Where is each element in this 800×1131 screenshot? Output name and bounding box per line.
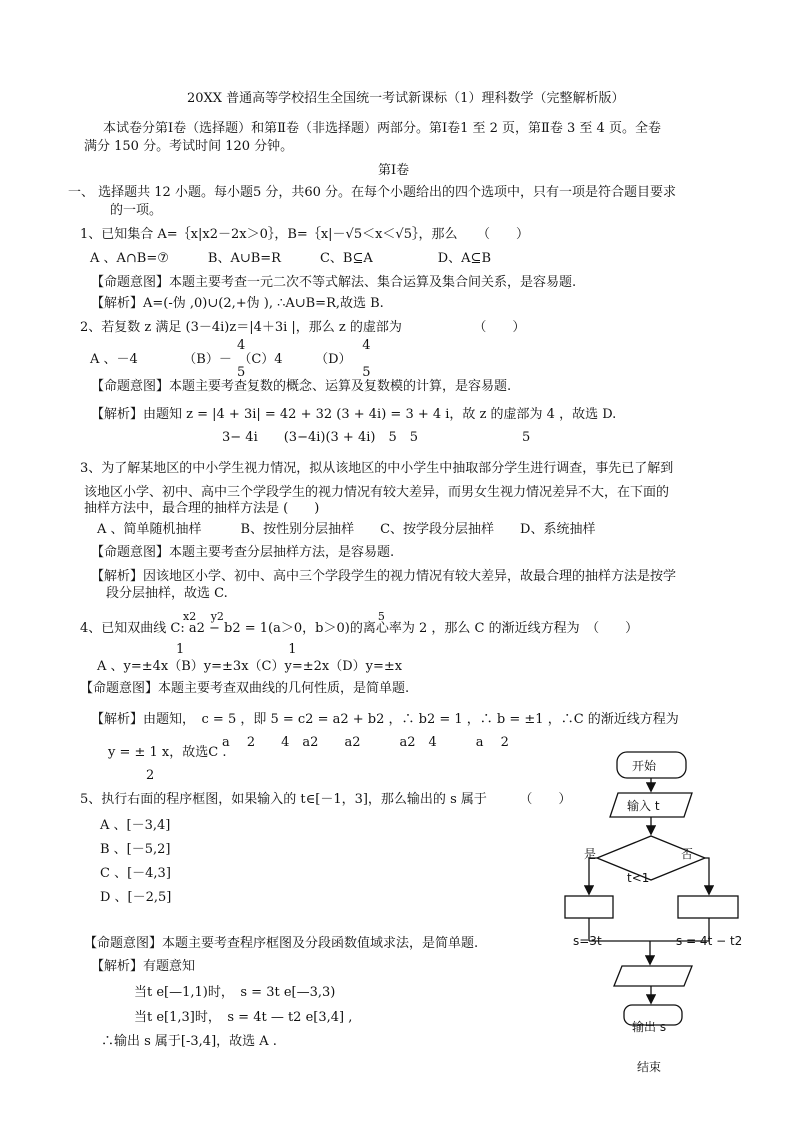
flowchart-decision-node [597, 836, 705, 880]
question-2-analysis: 【解析】由题知 z = |4 + 3i| = 42 + 32 (3 + 4i) = 3 + 4 i，故 z 的虚部为 4 ，故选 D. [91, 407, 617, 422]
question-3-stem: 3、为了解某地区的中小学生视力情况，拟从该地区的中小学生中抽取部分学生进行调查，事先已了解到 [80, 461, 674, 476]
question-3-stem: 抽样方法中，最合理的抽样方法是 ( ) [84, 501, 320, 516]
question-1-options: A 、A∩B=⑦ B、A∪B=R C、B⊆A D、A⊆B [90, 251, 492, 266]
question-3-options: A 、简单随机抽样 B、按性别分层抽样 C、按学段分层抽样 D、系统抽样 [97, 522, 596, 537]
question-5-option-d: D 、[－2,5] [100, 890, 172, 905]
question-3-intent: 【命题意图】本题主要考查分层抽样方法，是容易题. [91, 545, 395, 560]
section-heading: 一、 选择题共 12 小题。每小题5 分，共60 分。在每个小题给出的四个选项中，只有一项是符合题目要求 [68, 185, 677, 200]
intro-text: 满分 150 分。考试时间 120 分钟。 [84, 139, 294, 154]
question-4-result: y = ± 1 x，故选C . [108, 745, 227, 760]
question-1-stem: 1、已知集合 A=｛x|x2－2x＞0｝，B=｛x|－√5＜x＜√5｝，那么 （ ） [80, 227, 529, 242]
flowchart-no-label: 否 [681, 847, 694, 861]
question-4-result-denominator: 2 [146, 768, 155, 783]
question-4-analysis-denominators: a 2 4 a2 a2 a2 4 a 2 [222, 735, 509, 750]
question-2-frac-bottom: 5 5 [237, 365, 371, 380]
question-2-frac-top: 4 4 [237, 338, 371, 353]
question-5-option-b: B 、[－5,2] [100, 842, 171, 857]
question-2-intent: 【命题意图】本题主要考查复数的概念、运算及复数模的计算，是容易题. [91, 379, 512, 394]
question-5-intent: 【命题意图】本题主要考查程序框图及分段函数值域求法，是简单题. [84, 936, 479, 951]
flowchart-end-node [624, 1005, 682, 1025]
question-5-analysis: 【解析】有题意知 [91, 959, 196, 974]
flowchart-output-label: 输出 s [632, 1020, 667, 1034]
question-5-option-a: A 、[－3,4] [100, 818, 171, 833]
part-title: 第Ⅰ卷 [378, 163, 410, 178]
flowchart-right-assign-label: s = 4t − t2 [676, 934, 743, 948]
question-3-analysis: 段分层抽样，故选 C. [106, 586, 228, 601]
question-5-stem: 5、执行右面的程序框图，如果输入的 t∈[－1，3]，那么输出的 s 属于 （ ） [80, 792, 572, 807]
question-5-case-1: 当t e[—1,1)时， s = 3t e[—3,3) [134, 985, 336, 1000]
flowchart-left-assign-node [565, 896, 613, 918]
intro-text: 本试卷分第Ⅰ卷（选择题）和第Ⅱ卷（非选择题）两部分。第Ⅰ卷1 至 2 页，第Ⅱ卷 3 至 4 页。全卷 [103, 121, 661, 136]
question-2-options: A 、－4 （B）－ （C）4 （D） [90, 352, 352, 367]
flowchart-start-node [617, 752, 686, 778]
flowchart-output-node [614, 966, 692, 986]
question-5-conclusion: ∴输出 s 属于[-3,4]，故选 A . [101, 1034, 277, 1049]
question-5-case-2: 当t e[1,3]时， s = 4t — t2 e[3,4] , [134, 1010, 353, 1025]
question-4-analysis: 【解析】由题知， c = 5 ，即 5 = c2 = a2 + b2 ，∴ b2 = 1 ，∴ b = ±1 ，∴C 的渐近线方程为 [91, 712, 679, 727]
flowchart-input-node [610, 793, 692, 817]
flowchart-start-label: 开始 [632, 759, 657, 773]
question-3-analysis: 【解析】因该地区小学、初中、高中三个学段学生的视力情况有较大差异，故最合理的抽样方法是按学 [91, 569, 677, 584]
question-3-stem: 该地区小学、初中、高中三个学段学生的视力情况有较大差异，而男女生视力情况差异不大，在下面的 [84, 485, 670, 500]
question-1-analysis: 【解析】A=(-伪 ,0)∪(2,+伪 ), ∴A∪B=R,故选 B. [91, 296, 384, 311]
question-4-intent: 【命题意图】本题主要考查双曲线的几何性质，是简单题. [80, 681, 410, 696]
question-2-analysis-denominators: 3− 4i (3−4i)(3 + 4i) 5 5 5 [222, 430, 531, 445]
question-5-option-c: C 、[－4,3] [100, 866, 171, 881]
page-title: 20XX 普通高等学校招生全国统一考试新课标（1）理科数学（完整解析版） [187, 91, 625, 106]
question-4-options-numerators: 1 1 [176, 642, 297, 657]
section-heading: 的一项。 [110, 203, 163, 218]
flowchart-yes-label: 是 [584, 847, 597, 861]
question-4-stem: 4、已知双曲线 C: a2 − b2 = 1(a＞0，b＞0)的离心率为 2 ，那么 C 的渐近线方程为 （ ） [80, 621, 639, 636]
flowchart-input-label: 输入 t [627, 799, 660, 813]
question-1-intent: 【命题意图】本题主要考查一元二次不等式解法、集合运算及集合间关系，是容易题. [91, 275, 577, 290]
question-2-stem: 2、若复数 z 满足 (3－4i)z＝|4＋3i |，那么 z 的虚部为 （ ） [80, 320, 526, 335]
flowchart-right-assign-node [678, 896, 738, 918]
flowchart-left-assign-label: s=3t [573, 934, 602, 948]
question-4-stem-numerators: x2 y2 5 [183, 610, 385, 623]
question-4-options: A 、y=±4x（B）y=±3x（C）y=±2x（D）y=±x [97, 659, 403, 674]
flowchart-condition-label: t<1 [627, 871, 650, 885]
flowchart-end-label: 结束 [637, 1060, 662, 1074]
